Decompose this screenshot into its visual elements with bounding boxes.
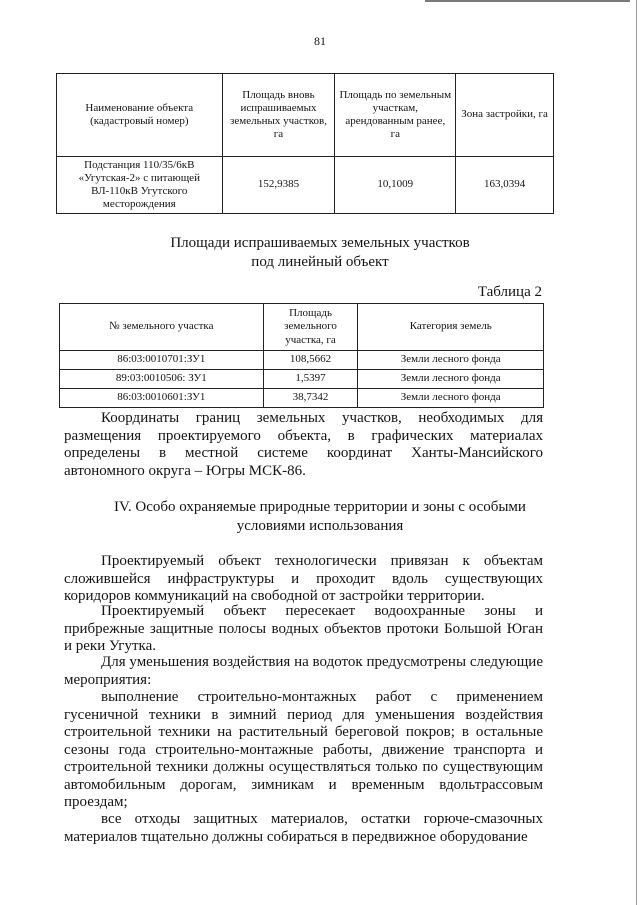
paragraph: Проектируемый объект пересекает водоохранные зоны и прибрежные защитные полосы водных объектов протоки Большой Юган и реки Угутка. xyxy=(64,603,543,654)
header-build-zone: Зона застройки, га xyxy=(456,74,554,157)
paragraph: все отходы защитных материалов, остатки горюче-смазочных материалов тщательно должны собираться в передвижное оборудование xyxy=(64,811,543,845)
table-row xyxy=(60,389,544,408)
cell-new-area: 152,9385 xyxy=(222,157,335,214)
header-plot-number: № земельного участка xyxy=(60,304,264,351)
cell-land-category: Земли лесного фонда xyxy=(358,370,544,389)
header-object-name: Наименование объекта (кадастровый номер) xyxy=(57,74,223,157)
paragraph: Для уменьшения воздействия на водоток предусмотрены следующие мероприятия: xyxy=(64,654,543,688)
cell-plot-area: 108,5662 xyxy=(263,351,358,370)
table-header-row xyxy=(57,74,554,157)
heading-line: IV. Особо охраняемые природные территории и зоны с особыми xyxy=(114,499,526,515)
cell-land-category: Земли лесного фонда xyxy=(358,389,544,408)
land-plots-table xyxy=(59,303,544,408)
header-land-category: Категория земель xyxy=(358,304,544,351)
heading-line: под линейный объект xyxy=(251,254,389,270)
heading-line: условиями использования xyxy=(236,518,404,534)
cell-plot-area: 1,5397 xyxy=(263,370,358,389)
table-row xyxy=(60,351,544,370)
cell-plot-area: 38,7342 xyxy=(263,389,358,408)
cell-land-category: Земли лесного фонда xyxy=(358,351,544,370)
cell-plot-number: 89:03:0010506: ЗУ1 xyxy=(60,370,264,389)
header-plot-area: Площадь земельного участка, га xyxy=(263,304,358,351)
paragraph: выполнение строительно-монтажных работ с применением гусеничной техники в зимний период для уменьшения воздействия строительной техники на растительный береговой покров; в остальные сезоны года строительно-монтажные работы, движение транспорта и строительной техники должны осуществляться только по существующим автомобильным дорогам, зимникам и временным вдольтрассовым проездам; xyxy=(64,689,543,810)
header-new-area: Площадь вновь испрашиваемых земельных участков, га xyxy=(222,74,335,157)
table-row xyxy=(60,370,544,389)
cell-leased-area: 10,1009 xyxy=(335,157,456,214)
table-row xyxy=(57,157,554,214)
section-heading-protected-areas xyxy=(0,498,640,536)
table-label: Таблица 2 xyxy=(477,284,542,300)
object-area-table xyxy=(56,73,554,214)
cell-plot-number: 86:03:0010601:ЗУ1 xyxy=(60,389,264,408)
header-leased-area: Площадь по земельным участкам, арендованным ранее, га xyxy=(335,74,456,157)
cell-plot-number: 86:03:0010701:ЗУ1 xyxy=(60,351,264,370)
scan-top-edge xyxy=(425,0,630,2)
paragraph-coordinates: Координаты границ земельных участков, необходимых для размещения проектируемого объекта, в графических материалах определены в местной системе координат Ханты-Мансийского автономного округа – Югры МСК-86. xyxy=(64,410,543,479)
page-number: 81 xyxy=(314,34,326,48)
cell-build-zone: 163,0394 xyxy=(456,157,554,214)
paragraph: Проектируемый объект технологически привязан к объектам сложившейся инфраструктуры и проходит вдоль существующих коридоров коммуникаций на свободной от застройки территории. xyxy=(64,553,543,604)
cell-object-name: Подстанция 110/35/6кВ «Угутская-2» с питающей ВЛ-110кВ Угутского месторождения xyxy=(57,157,223,214)
table-header-row xyxy=(60,304,544,351)
section-heading-areas xyxy=(0,234,640,272)
heading-line: Площади испрашиваемых земельных участков xyxy=(170,235,470,251)
scan-right-edge xyxy=(636,0,637,905)
